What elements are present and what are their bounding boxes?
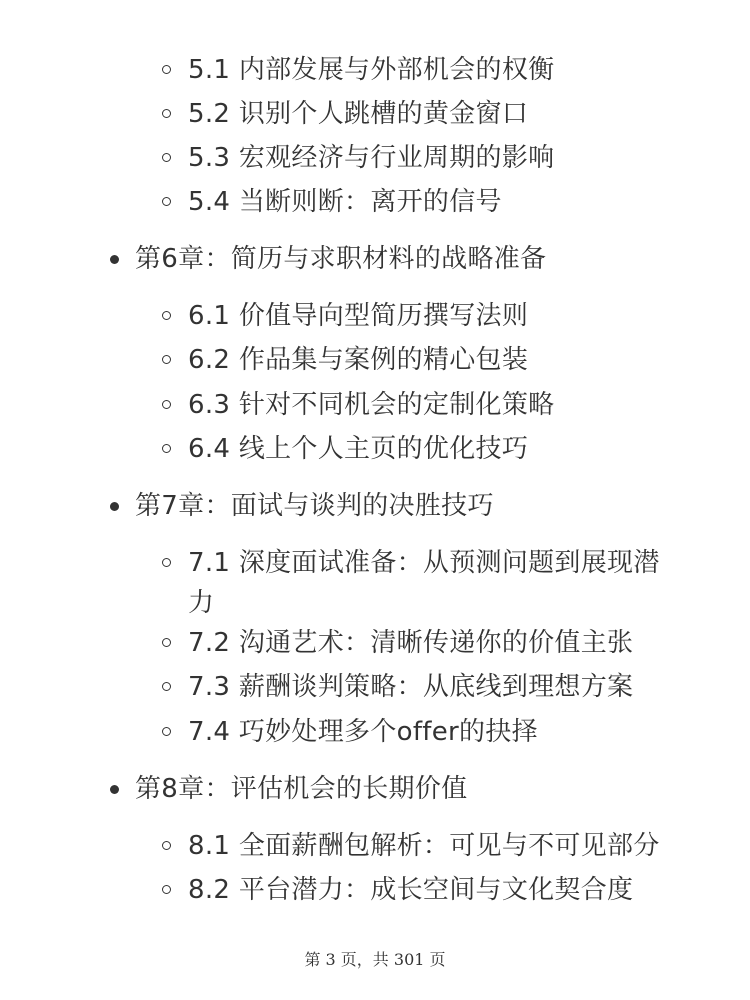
section-title: 7.3 薪酬谈判策略：从底线到理想方案 (188, 672, 634, 702)
list-item (0, 667, 750, 707)
section-title: 5.1 内部发展与外部机会的权衡 (188, 55, 555, 85)
solid-bullet-icon (110, 785, 119, 794)
list-item (0, 182, 750, 222)
list-item (0, 543, 750, 623)
section-title: 7.2 沟通艺术：清晰传递你的价值主张 (188, 628, 634, 658)
solid-bullet-icon (110, 255, 119, 264)
section-title: 8.1 全面薪酬包解析：可见与不可见部分 (188, 831, 660, 861)
hollow-bullet-icon (162, 682, 171, 691)
list-item (0, 429, 750, 469)
list-item (0, 50, 750, 90)
hollow-bullet-icon (162, 558, 171, 567)
section-title: 5.2 识别个人跳槽的黄金窗口 (188, 99, 529, 129)
list-item (0, 826, 750, 866)
hollow-bullet-icon (162, 109, 171, 118)
hollow-bullet-icon (162, 197, 171, 206)
section-title: 5.4 当断则断：离开的信号 (188, 187, 502, 217)
hollow-bullet-icon (162, 444, 171, 453)
hollow-bullet-icon (162, 638, 171, 647)
section-title: 6.4 线上个人主页的优化技巧 (188, 434, 529, 464)
hollow-bullet-icon (162, 153, 171, 162)
section-title: 8.2 平台潜力：成长空间与文化契合度 (188, 875, 634, 905)
list-item (0, 385, 750, 425)
chapter-heading (0, 239, 750, 279)
hollow-bullet-icon (162, 400, 171, 409)
section-title: 7.4 巧妙处理多个offer的抉择 (188, 717, 538, 747)
section-title: 6.1 价值导向型简历撰写法则 (188, 301, 529, 331)
section-title: 5.3 宏观经济与行业周期的影响 (188, 143, 555, 173)
section-title: 6.3 针对不同机会的定制化策略 (188, 390, 555, 420)
page-number: 第 3 页，共 301 页 (304, 950, 446, 969)
section-title: 7.1 深度面试准备：从预测问题到展现潜力 (188, 548, 660, 618)
hollow-bullet-icon (162, 841, 171, 850)
hollow-bullet-icon (162, 65, 171, 74)
list-item (0, 138, 750, 178)
solid-bullet-icon (110, 502, 119, 511)
hollow-bullet-icon (162, 885, 171, 894)
list-item (0, 340, 750, 380)
hollow-bullet-icon (162, 355, 171, 364)
list-item (0, 94, 750, 134)
chapter-title: 第6章：简历与求职材料的战略准备 (135, 244, 547, 274)
list-item (0, 712, 750, 752)
hollow-bullet-icon (162, 311, 171, 320)
hollow-bullet-icon (162, 727, 171, 736)
chapter-heading (0, 769, 750, 809)
chapter-title: 第8章：评估机会的长期价值 (135, 774, 468, 804)
list-item (0, 870, 750, 910)
list-item (0, 296, 750, 336)
section-title: 6.2 作品集与案例的精心包装 (188, 345, 529, 375)
chapter-heading (0, 486, 750, 526)
chapter-title: 第7章：面试与谈判的决胜技巧 (135, 491, 494, 521)
list-item (0, 623, 750, 663)
